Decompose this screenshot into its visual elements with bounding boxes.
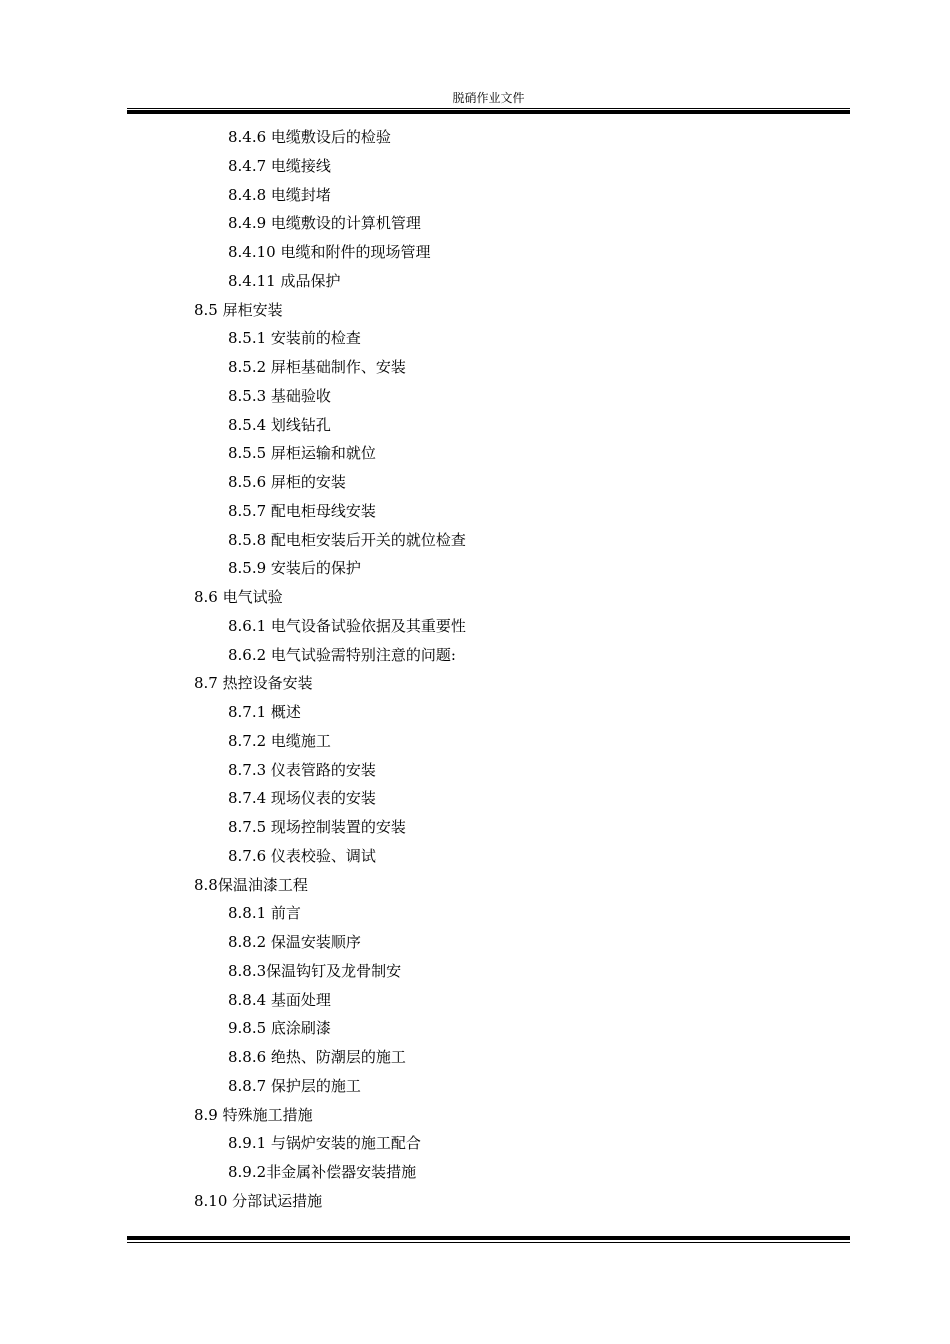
toc-subsection-item: 8.7.4 现场仪表的安装 bbox=[228, 789, 376, 808]
toc-subsection-item: 8.6.2 电气试验需特别注意的问题: bbox=[228, 645, 456, 664]
toc-subsection-item: 8.8.3保温钩钉及龙骨制安 bbox=[228, 961, 402, 980]
toc-subsection-item: 8.7.6 仪表校验、调试 bbox=[228, 846, 376, 865]
toc-subsection-item: 8.7.2 电缆施工 bbox=[228, 731, 331, 750]
toc-subsection-item: 8.5.6 屏柜的安装 bbox=[228, 473, 346, 491]
toc-section-heading: 8.5 屏柜安装 bbox=[194, 300, 283, 319]
toc-subsection-item: 8.5.7 配电柜母线安装 bbox=[228, 501, 376, 520]
header-rule-thick bbox=[127, 110, 850, 114]
toc-subsection-item: 8.5.5 屏柜运输和就位 bbox=[228, 444, 376, 463]
toc-subsection-item: 8.4.7 电缆接线 bbox=[228, 156, 331, 175]
toc-subsection-item: 8.5.8 配电柜安装后开关的就位检查 bbox=[228, 530, 466, 549]
toc-subsection-item: 9.8.5 底涂刷漆 bbox=[228, 1019, 331, 1038]
toc-subsection-item: 8.4.11 成品保护 bbox=[228, 271, 341, 290]
page-header-title: 脱硝作业文件 bbox=[452, 91, 525, 105]
toc-subsection-item: 8.4.10 电缆和附件的现场管理 bbox=[228, 243, 431, 261]
footer-rule-thin bbox=[127, 1242, 850, 1243]
toc-subsection-item: 8.9.2非金属补偿器安装措施 bbox=[228, 1163, 417, 1181]
toc-subsection-item: 8.8.1 前言 bbox=[228, 904, 301, 923]
toc-section-heading: 8.10 分部试运措施 bbox=[194, 1191, 323, 1210]
footer-rule-thick bbox=[127, 1236, 850, 1240]
header-rule-thin bbox=[127, 108, 850, 109]
toc-subsection-item: 8.9.1 与锅炉安装的施工配合 bbox=[228, 1134, 421, 1153]
toc-section-heading: 8.6 电气试验 bbox=[194, 588, 283, 606]
toc-subsection-item: 8.8.4 基面处理 bbox=[228, 990, 331, 1009]
toc-section-heading: 8.8保温油漆工程 bbox=[194, 875, 308, 894]
toc-subsection-item: 8.4.9 电缆敷设的计算机管理 bbox=[228, 214, 421, 233]
toc-subsection-item: 8.7.1 概述 bbox=[228, 703, 301, 721]
toc-subsection-item: 8.5.2 屏柜基础制作、安装 bbox=[228, 358, 406, 376]
toc-subsection-item: 8.6.1 电气设备试验依据及其重要性 bbox=[228, 616, 466, 635]
toc-subsection-item: 8.8.6 绝热、防潮层的施工 bbox=[228, 1048, 406, 1066]
toc-section-heading: 8.9 特殊施工措施 bbox=[194, 1105, 313, 1124]
toc-subsection-item: 8.7.3 仪表管路的安装 bbox=[228, 760, 376, 779]
toc-subsection-item: 8.8.7 保护层的施工 bbox=[228, 1076, 361, 1095]
toc-subsection-item: 8.4.6 电缆敷设后的检验 bbox=[228, 128, 391, 146]
toc-subsection-item: 8.5.1 安装前的检查 bbox=[228, 329, 361, 348]
toc-section-heading: 8.7 热控设备安装 bbox=[194, 674, 313, 693]
table-of-contents bbox=[0, 123, 950, 1216]
toc-subsection-item: 8.4.8 电缆封堵 bbox=[228, 185, 331, 204]
toc-subsection-item: 8.7.5 现场控制装置的安装 bbox=[228, 818, 406, 836]
toc-subsection-item: 8.8.2 保温安装顺序 bbox=[228, 933, 361, 951]
toc-subsection-item: 8.5.4 划线钻孔 bbox=[228, 415, 331, 434]
toc-subsection-item: 8.5.9 安装后的保护 bbox=[228, 559, 361, 578]
toc-subsection-item: 8.5.3 基础验收 bbox=[228, 386, 331, 405]
